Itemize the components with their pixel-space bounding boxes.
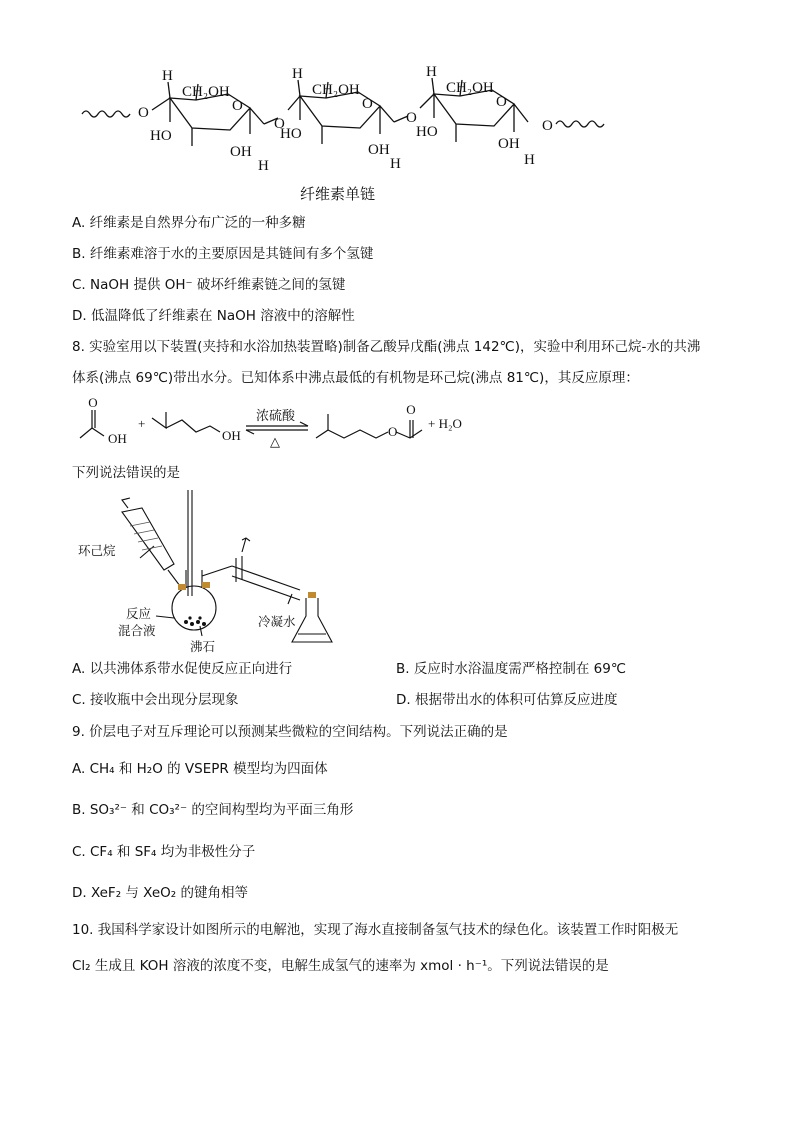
cellulose-ho: HO <box>416 124 438 140</box>
q8-option-a: A. 以共沸体系带水促使反应正向进行 <box>72 661 293 677</box>
esterification-reaction-equation <box>72 398 492 448</box>
cellulose-oh: OH <box>230 144 252 160</box>
q10-line1: 10. 我国科学家设计如图所示的电解池，实现了海水直接制备氢气技术的绿色化。该装置工作时阳极无 <box>72 922 679 938</box>
label-mixture-1: 反应 <box>126 606 152 621</box>
cellulose-oh: OH <box>368 142 390 158</box>
q10-line2: Cl₂ 生成且 KOH 溶液的浓度不变，电解生成氢气的速率为 xmol · h⁻¹。下列说法错误的是 <box>72 958 609 974</box>
cellulose-ch2oh: CH₂OH <box>446 80 494 96</box>
acid-oh: OH <box>108 431 127 446</box>
cellulose-h: H <box>390 156 401 172</box>
q9-option-a: A. CH₄ 和 H₂O 的 VSEPR 模型均为四面体 <box>72 761 328 777</box>
q8-stem-line1: 8. 实验室用以下装置(夹持和水浴加热装置略)制备乙酸异戊酯(沸点 142℃)，实验中利用环己烷-水的共沸 <box>72 339 701 355</box>
cellulose-o: O <box>542 118 553 134</box>
q9-option-d: D. XeF₂ 与 XeO₂ 的键角相等 <box>72 885 248 901</box>
cellulose-h: H <box>162 68 173 84</box>
label-boiling-stone: 沸石 <box>190 639 216 654</box>
cellulose-o: O <box>138 105 149 121</box>
cellulose-o: O <box>274 116 285 132</box>
cellulose-ho: HO <box>280 126 302 142</box>
q8-stem-line2: 体系(沸点 69℃)带出水分。已知体系中沸点最低的有机物是环己烷(沸点 81℃)，其反应原理： <box>72 370 639 386</box>
q8-option-b: B. 反应时水浴温度需严格控制在 69℃ <box>396 661 626 677</box>
q7-option-c: C. NaOH 提供 OH⁻ 破坏纤维素链之间的氢键 <box>72 277 346 293</box>
q7-option-b: B. 纤维素难溶于水的主要原因是其链间有多个氢键 <box>72 246 374 262</box>
cellulose-h: H <box>524 152 535 168</box>
cellulose-h: H <box>292 66 303 82</box>
q7-option-d: D. 低温降低了纤维素在 NaOH 溶液中的溶解性 <box>72 308 355 324</box>
cellulose-ring-o: O <box>362 96 373 112</box>
carbonyl-o: O <box>406 402 416 417</box>
reaction-o: O <box>88 398 98 410</box>
cellulose-ring-o: O <box>496 94 507 110</box>
q9-option-c: C. CF₄ 和 SF₄ 均为非极性分子 <box>72 844 256 860</box>
cellulose-ch2oh: CH₂OH <box>312 82 360 98</box>
cellulose-o: O <box>406 110 417 126</box>
q8-option-c: C. 接收瓶中会出现分层现象 <box>72 692 239 708</box>
alcohol-oh: OH <box>222 428 241 443</box>
heat-symbol: △ <box>270 434 280 448</box>
ester-o: O <box>388 424 398 439</box>
q8-question: 下列说法错误的是 <box>72 465 180 481</box>
esterification-apparatus-diagram <box>70 486 350 656</box>
label-cooling-water: 冷凝水 <box>258 614 296 629</box>
q8-option-d: D. 根据带出水的体积可估算反应进度 <box>396 692 618 708</box>
q9-stem: 9. 价层电子对互斥理论可以预测某些微粒的空间结构。下列说法正确的是 <box>72 724 508 740</box>
q7-option-a: A. 纤维素是自然界分布广泛的一种多糖 <box>72 215 306 231</box>
cellulose-h: H <box>258 158 269 174</box>
label-cyclohexane: 环己烷 <box>78 543 116 558</box>
catalyst-label: 浓硫酸 <box>256 408 296 423</box>
cellulose-oh: OH <box>498 136 520 152</box>
cellulose-ho: HO <box>150 128 172 144</box>
label-mixture-2: 混合液 <box>118 623 156 638</box>
water-product: + H₂O <box>428 416 462 431</box>
cellulose-ring-o: O <box>232 98 243 114</box>
cellulose-h: H <box>426 64 437 80</box>
cellulose-ch2oh: CH₂OH <box>182 84 230 100</box>
cellulose-structure-diagram <box>78 62 638 177</box>
plus-sign: + <box>138 416 146 431</box>
cellulose-caption: 纤维素单链 <box>300 185 376 203</box>
q9-option-b: B. SO₃²⁻ 和 CO₃²⁻ 的空间构型均为平面三角形 <box>72 802 354 818</box>
